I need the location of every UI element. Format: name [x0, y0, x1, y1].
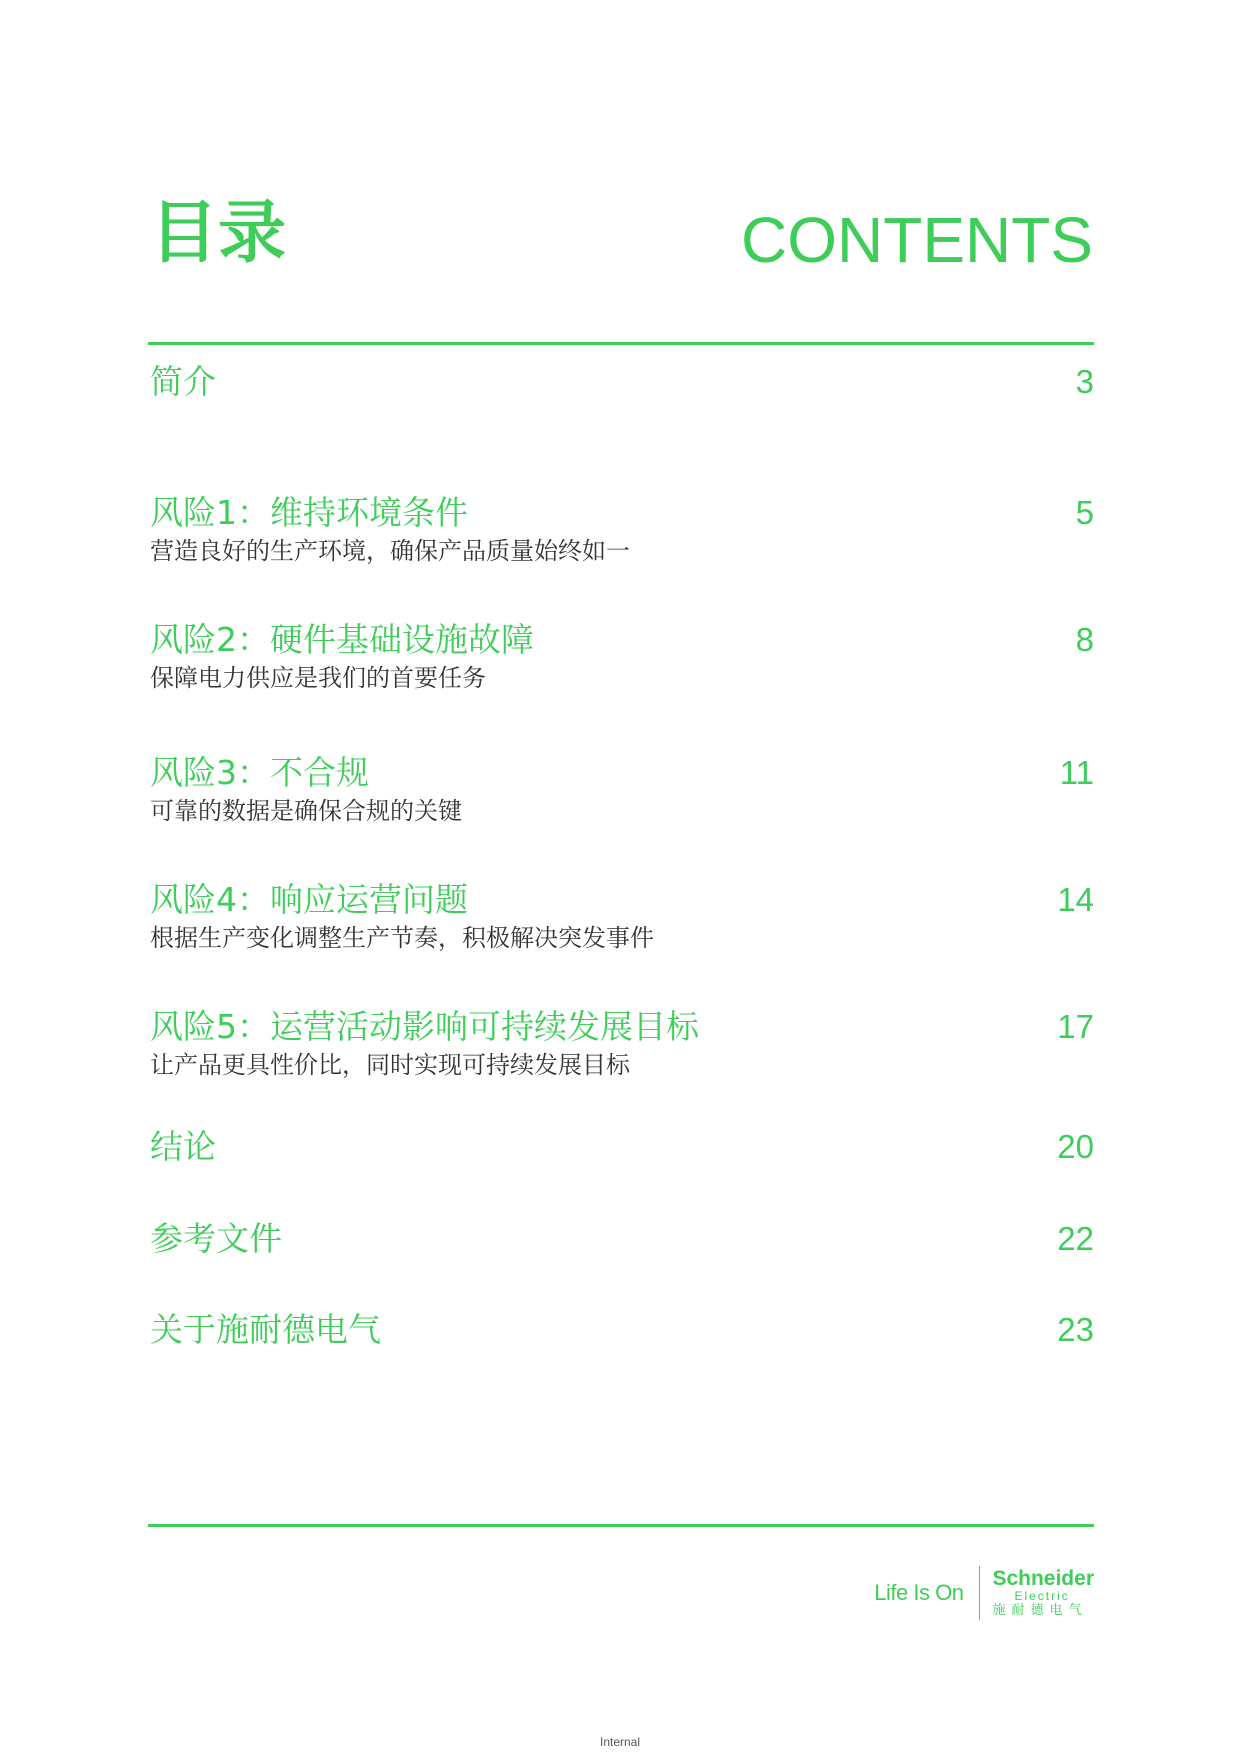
brand-name: Schneider: [992, 1566, 1094, 1590]
toc-item-risk-2[interactable]: [150, 620, 1094, 692]
toc-subtitle: 营造良好的生产环境，确保产品质量始终如一: [150, 536, 630, 565]
toc-title: 结论: [150, 1127, 216, 1166]
toc-title: 风险3：不合规: [150, 753, 369, 792]
toc-item-intro[interactable]: [150, 362, 1094, 402]
toc-title: 风险1：维持环境条件: [150, 493, 468, 532]
toc-subtitle: 让产品更具性价比，同时实现可持续发展目标: [150, 1050, 630, 1079]
contents-title-en: CONTENTS: [741, 204, 1093, 276]
toc-item-references[interactable]: [150, 1219, 1094, 1259]
toc-title: 参考文件: [150, 1219, 282, 1258]
contents-title-cn: 目录: [150, 194, 287, 273]
toc-page-number: 17: [1057, 1008, 1094, 1045]
toc-title: 关于施耐德电气: [150, 1310, 381, 1349]
toc-title: 风险2：硬件基础设施故障: [150, 620, 534, 659]
toc-page-number: 11: [1059, 754, 1094, 791]
toc-page-number: 22: [1057, 1220, 1094, 1257]
toc-item-risk-1[interactable]: [150, 493, 1094, 565]
toc-page-number: 20: [1057, 1128, 1094, 1165]
toc-page-number: 8: [1075, 621, 1094, 658]
toc-page-number: 23: [1057, 1311, 1094, 1348]
toc-page-number: 3: [1075, 363, 1094, 400]
toc-item-risk-3[interactable]: [150, 753, 1094, 825]
brand-name-cn: 施耐德电气: [992, 1602, 1088, 1618]
toc-page-number: 5: [1075, 494, 1094, 531]
life-is-on-tagline: Life Is On: [874, 1580, 964, 1605]
logo-divider: [979, 1566, 980, 1620]
toc-item-about[interactable]: [150, 1310, 1094, 1350]
toc-item-risk-5[interactable]: [150, 1007, 1094, 1079]
document-classification: Internal: [599, 1735, 641, 1749]
footer-logo: [874, 1565, 1094, 1621]
toc-subtitle: 保障电力供应是我们的首要任务: [150, 663, 486, 692]
toc-title: 风险4：响应运营问题: [150, 880, 468, 919]
toc-subtitle: 根据生产变化调整生产节奏，积极解决突发事件: [150, 923, 654, 952]
toc-subtitle: 可靠的数据是确保合规的关键: [150, 796, 462, 825]
header-divider: [148, 342, 1094, 345]
footer-divider: [148, 1524, 1094, 1527]
toc-page-number: 14: [1057, 881, 1094, 918]
toc-title: 简介: [150, 362, 216, 401]
toc-item-risk-4[interactable]: [150, 880, 1094, 952]
schneider-electric-logo: [992, 1568, 1094, 1619]
toc-title: 风险5：运营活动影响可持续发展目标: [150, 1007, 699, 1046]
toc-item-conclusion[interactable]: [150, 1127, 1094, 1167]
brand-subname: Electric: [1014, 1588, 1070, 1603]
